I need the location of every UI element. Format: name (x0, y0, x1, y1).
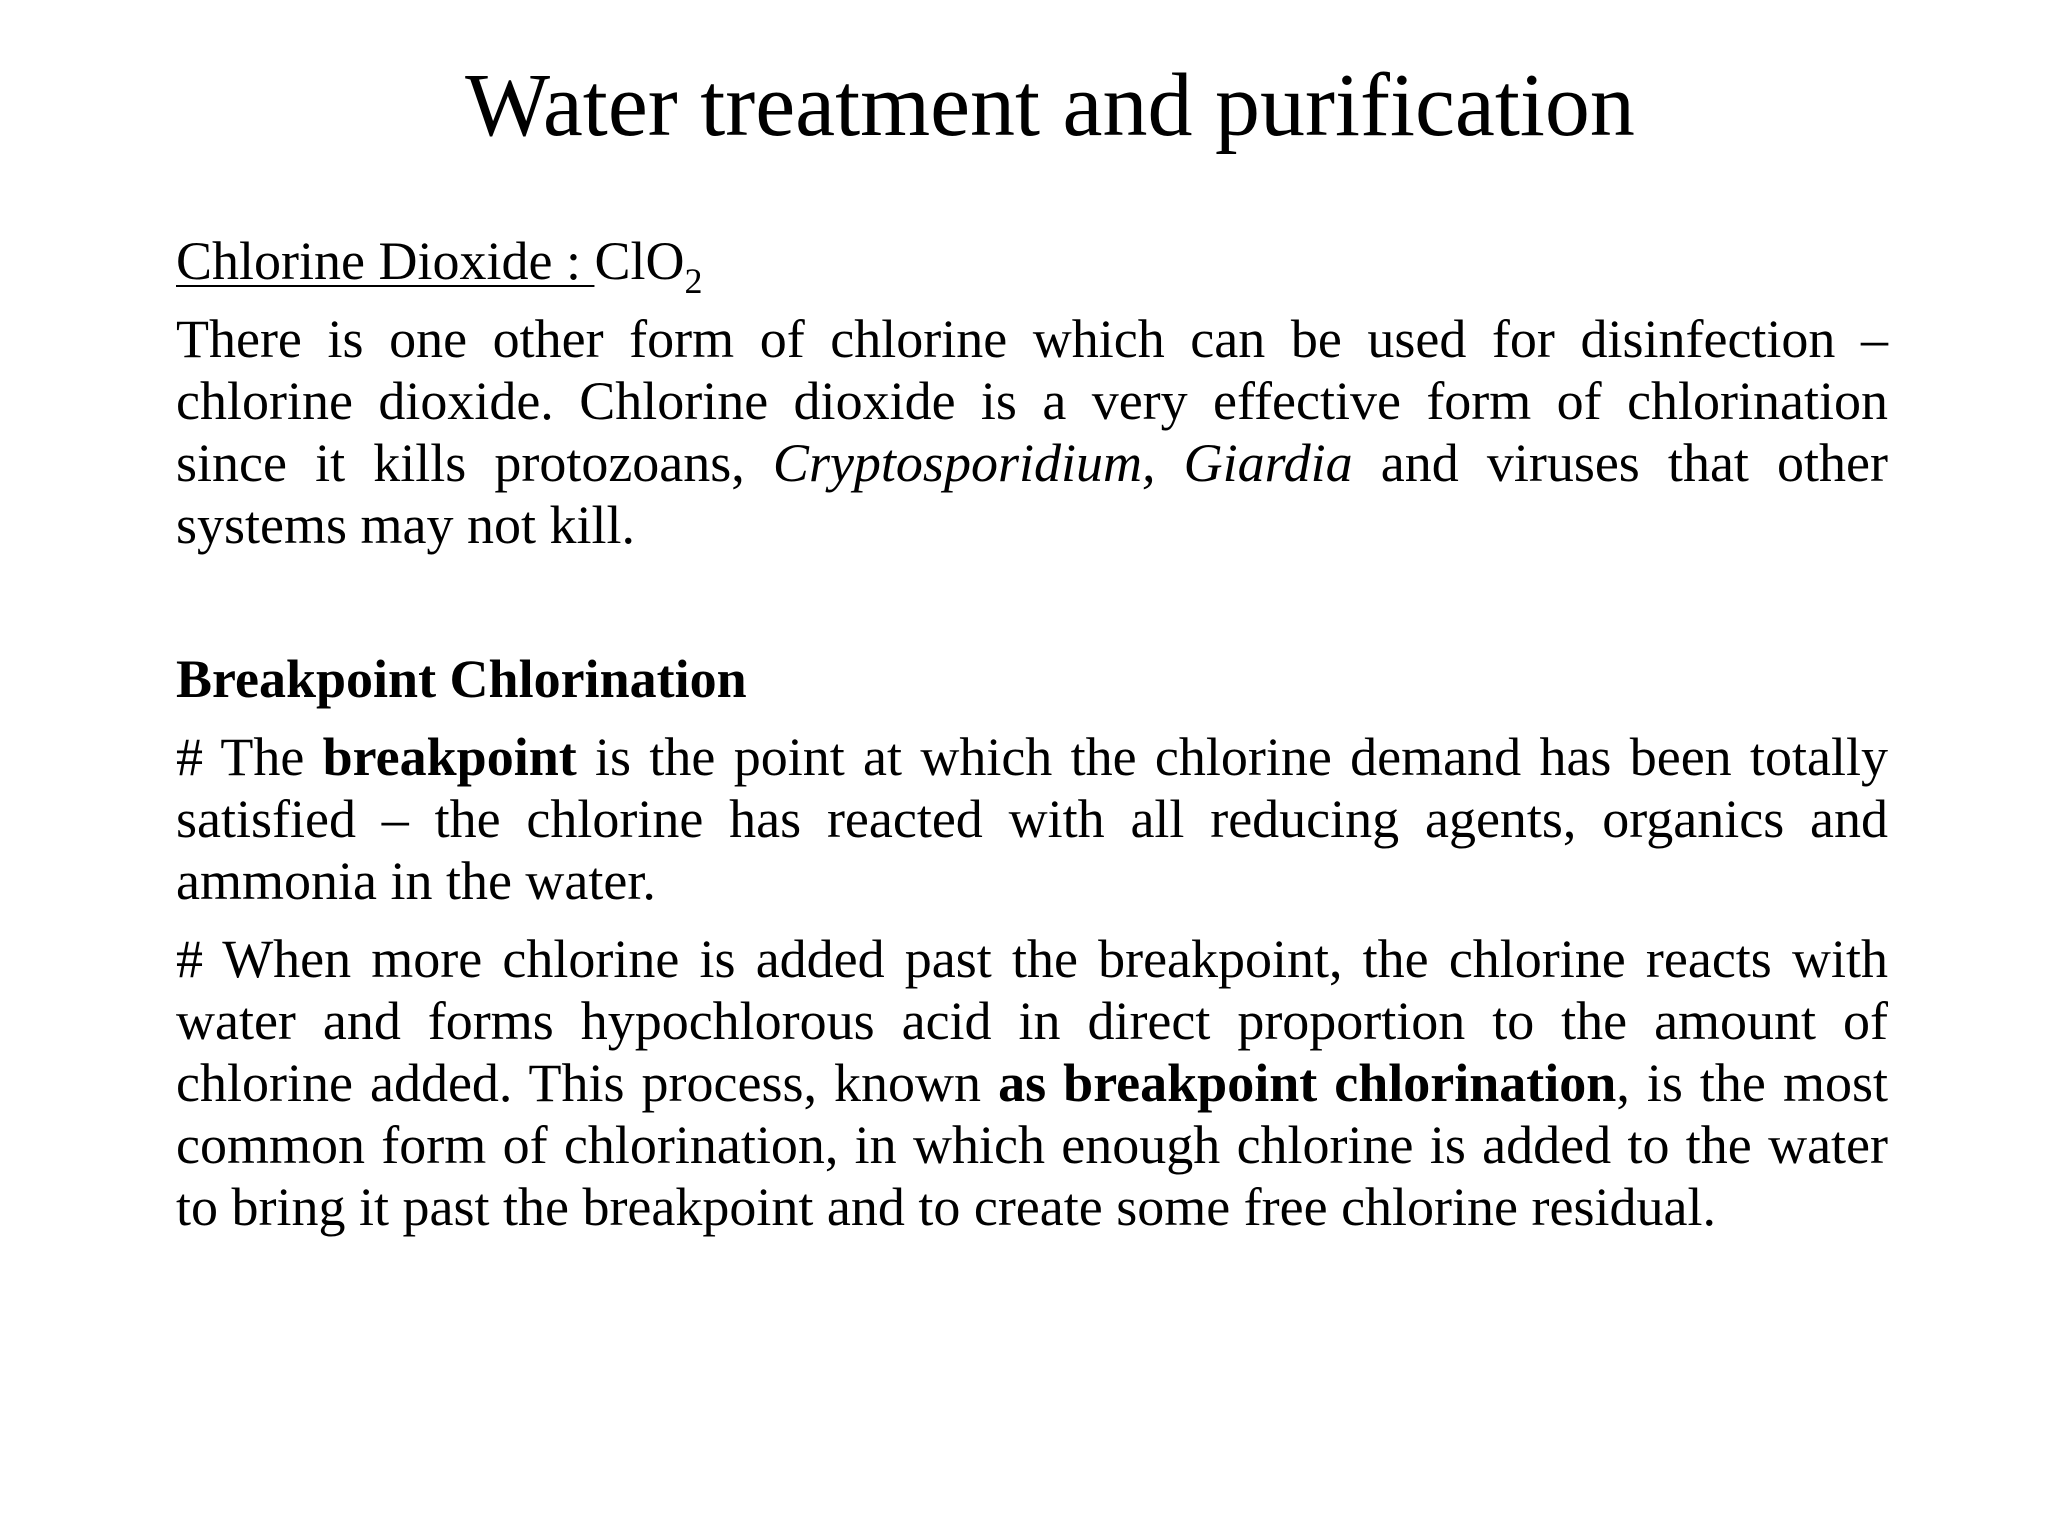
bold-term: breakpoint (322, 727, 577, 787)
chlorine-dioxide-paragraph (176, 308, 1888, 556)
paragraph-text: There is one other form of chlorine which can be used for disinfection – chlorine dioxide. Chlorine dioxide is a very effective form of chlorination since it kills protozoans, (176, 309, 1888, 493)
bullet-text: is the point at which the chlorine demand has been totally satisfied – the chlorine has reacted with all reducing agents, organics and ammonia in the water. (176, 727, 1888, 911)
chemical-formula: ClO (594, 231, 685, 291)
breakpoint-bullet-2 (176, 928, 1888, 1238)
section-heading: Breakpoint Chlorination (176, 649, 747, 709)
bullet-text: # The (176, 727, 323, 787)
organism-names: Cryptosporidium, Giardia (772, 433, 1353, 493)
bullet-text: # When more chlorine is added past the breakpoint, the chlorine reacts with water and forms hypochlorous acid in direct proportion to the amount of chlorine added. This process, known (176, 929, 1888, 1113)
slide-title: Water treatment and purification (465, 56, 1635, 155)
bullet-text: , is the most common form of chlorination, in which enough chlorine is added to the water to bring it past the breakpoint and to create some free chlorine residual. (176, 1053, 1888, 1237)
paragraph-text: and viruses that other systems may not kill. (176, 433, 1888, 555)
breakpoint-heading (176, 648, 1888, 710)
bold-term: as breakpoint chlorination (998, 1053, 1617, 1113)
chemical-formula-subscript: 2 (684, 261, 703, 301)
slide-content (176, 230, 1888, 1238)
chlorine-dioxide-heading (176, 230, 1888, 301)
breakpoint-bullet-1 (176, 726, 1888, 912)
chlorine-dioxide-label: Chlorine Dioxide : (176, 231, 595, 291)
